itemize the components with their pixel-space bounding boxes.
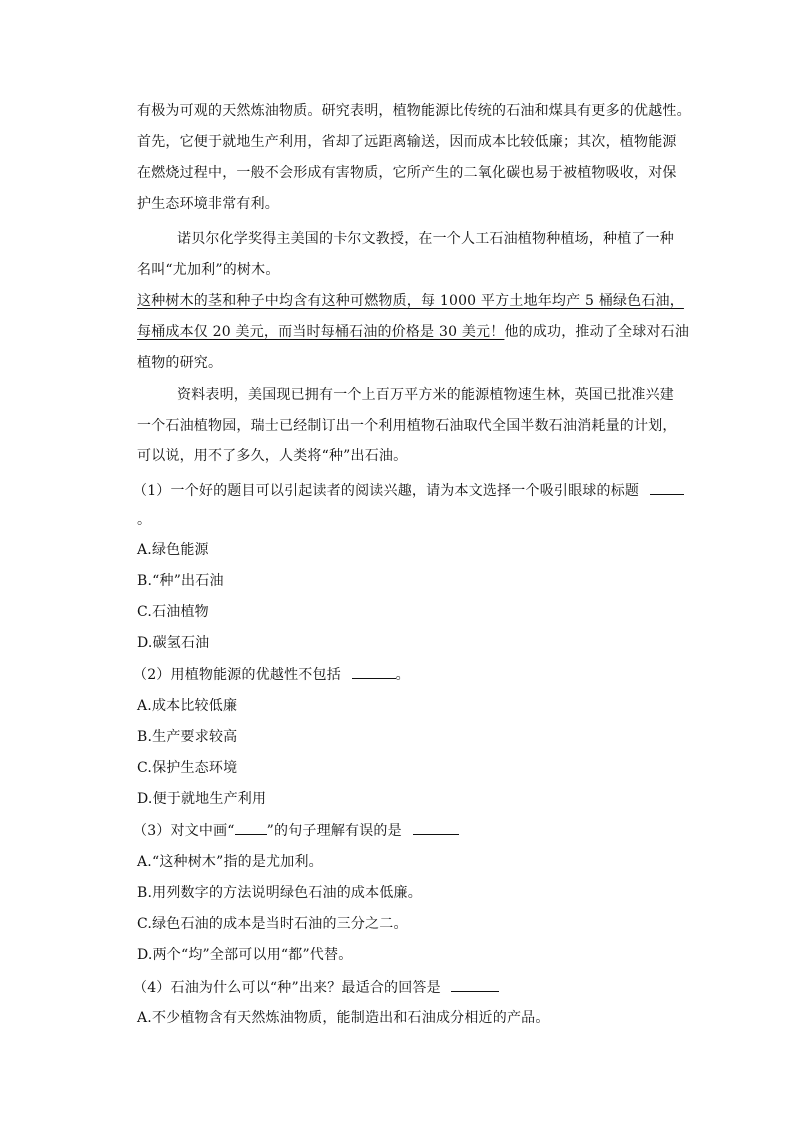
question-2-stem <box>133 664 410 685</box>
question-text: （3）对文中画“ <box>133 823 235 839</box>
question-tail: 。 <box>395 667 410 683</box>
option-b: B.生产要求较高 <box>137 729 238 745</box>
option-c: C.绿色石油的成本是当时石油的三分之二。 <box>137 916 408 932</box>
question-1-tail: 。 <box>137 512 152 528</box>
option-a: A.成本比较低廉 <box>137 698 238 714</box>
question-4-stem <box>133 977 499 998</box>
option-a: A.绿色能源 <box>137 542 209 558</box>
passage-line: 诺贝尔化学奖得主美国的卡尔文教授，在一个人工石油植物种植场，种植了一种 <box>177 231 674 247</box>
underlined-sentence-line <box>137 291 684 311</box>
passage-line: 有极为可观的天然炼油物质。研究表明，植物能源比传统的石油和煤具有更多的优越性。 <box>137 103 691 119</box>
question-text: （2）用植物能源的优越性不包括 <box>133 667 341 683</box>
passage-line: 植物的研究。 <box>137 355 223 371</box>
underline-sample <box>235 820 267 835</box>
option-d: D.碳氢石油 <box>137 635 210 651</box>
underlined-text: 这种树木的茎和种子中均含有这种可燃物质，每 1000 平方土地年均产 5 桶绿色石油， <box>137 293 684 309</box>
question-3-stem <box>133 820 459 841</box>
passage-line: 可以说，用不了多久，人类将“种”出石油。 <box>137 448 408 464</box>
option-a: A.“这种树木”指的是尤加利。 <box>137 854 323 870</box>
passage-line: 资料表明，美国现已拥有一个上百万平方米的能源植物速生林，英国已批准兴建 <box>177 387 674 403</box>
option-d: D.两个“均”全部可以用“都”代替。 <box>137 947 353 963</box>
passage-line: 护生态环境非常有利。 <box>137 196 279 212</box>
answer-blank <box>352 664 396 679</box>
passage-line: 一个石油植物园，瑞士已经制订出一个利用植物石油取代全国半数石油消耗量的计划， <box>137 418 677 434</box>
question-text: （1）一个好的题目可以引起读者的阅读兴趣，请为本文选择一个吸引眼球的标题 <box>133 483 640 499</box>
underlined-sentence-line <box>137 322 689 342</box>
answer-blank <box>413 820 459 835</box>
question-text: （4）石油为什么可以“种”出来？最适合的回答是 <box>133 980 441 996</box>
passage-line: 首先，它便于就地生产利用，省却了远距离输送，因而成本比较低廉；其次，植物能源 <box>137 134 677 150</box>
passage-text: 他的成功，推动了全球对石油 <box>504 324 690 340</box>
question-text: ”的句子理解有误的是 <box>266 823 402 839</box>
option-c: C.保护生态环境 <box>137 760 238 776</box>
option-d: D.便于就地生产利用 <box>137 791 267 807</box>
option-c: C.石油植物 <box>137 604 209 620</box>
question-1-stem <box>133 480 684 501</box>
passage-line: 在燃烧过程中，一般不会形成有害物质，它所产生的二氧化碳也易于被植物吸收，对保 <box>137 165 677 181</box>
answer-blank <box>451 977 499 992</box>
option-a: A.不少植物含有天然炼油物质，能制造出和石油成分相近的产品。 <box>137 1010 550 1026</box>
answer-blank <box>650 480 684 495</box>
option-b: B.“种”出石油 <box>137 573 224 589</box>
underlined-text: 每桶成本仅 20 美元，而当时每桶石油的价格是 30 美元！ <box>137 324 505 340</box>
option-b: B.用列数字的方法说明绿色石油的成本低廉。 <box>137 885 422 901</box>
passage-line: 名叫“尤加利”的树木。 <box>137 262 280 278</box>
